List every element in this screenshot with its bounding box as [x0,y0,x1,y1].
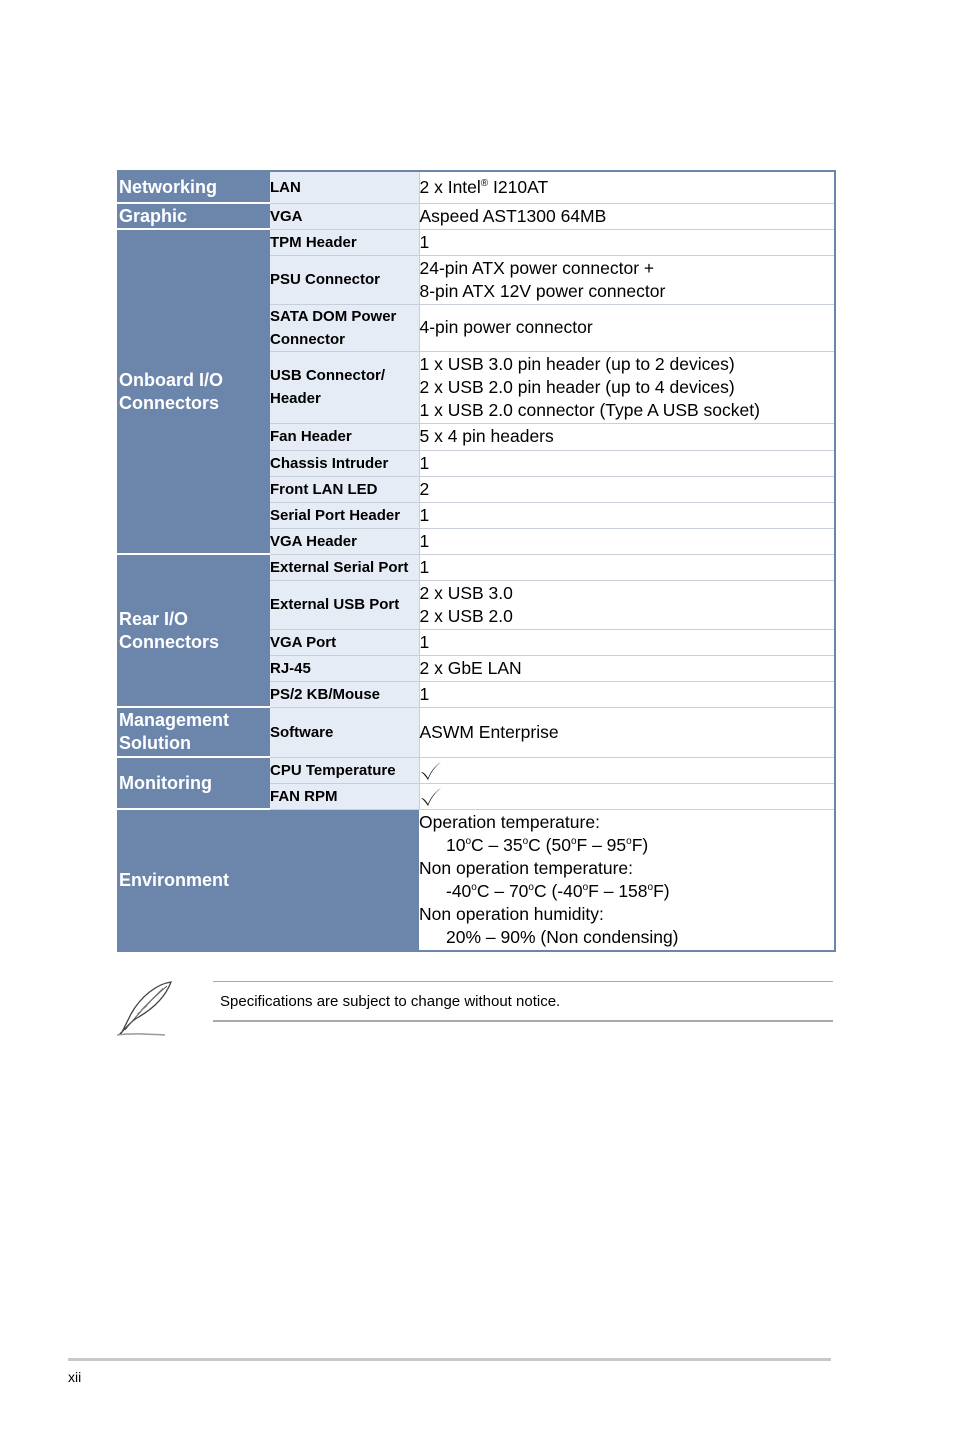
spec-label-front-lan-led: Front LAN LED [270,476,419,502]
spec-value-cpu-temperature [419,757,835,783]
spec-label-rj45: RJ-45 [270,655,419,681]
operation-temperature-range: 10$^o$C – 35$^o$C (50$^o$F – 95$^o$F) [446,834,649,855]
spec-label-usb-connector: USB Connector/ Header [270,351,419,423]
spec-value-lan: 2 x Intel® I210AT [419,171,835,203]
spec-label-chassis-intruder: Chassis Intruder [270,450,419,476]
checkmark-icon [420,761,442,781]
spec-label-vga: VGA [270,203,419,229]
spec-value-vga-header: 1 [419,528,835,554]
feather-pen-icon [117,980,175,1036]
spec-label-external-usb-port: External USB Port [270,580,419,629]
spec-value-external-usb-port: 2 x USB 3.0 2 x USB 2.0 [419,580,835,629]
category-onboard-io: Onboard I/O Connectors [118,229,270,554]
spec-value-usb-connector: 1 x USB 3.0 pin header (up to 2 devices) 2 x USB 2.0 pin header (up to 4 devices) 1 x USB 2.0 connector (Type A USB socket) [419,351,835,423]
spec-value-tpm-header: 1 [419,229,835,255]
spec-label-fan-header: Fan Header [270,423,419,450]
spec-value-vga: Aspeed AST1300 64MB [419,203,835,229]
spec-value-rj45: 2 x GbE LAN [419,655,835,681]
category-environment: Environment [118,809,419,951]
specifications-table [117,170,836,952]
spec-value-ps2: 1 [419,681,835,707]
spec-label-external-serial-port: External Serial Port [270,554,419,580]
spec-label-sata-dom-power: SATA DOM Power Connector [270,304,419,351]
page-number: xii [68,1369,82,1385]
spec-value-fan-rpm [419,783,835,809]
note-callout [117,980,834,1040]
spec-label-cpu-temperature: CPU Temperature [270,757,419,783]
spec-value-fan-header: 5 x 4 pin headers [419,423,835,450]
footer-divider [68,1358,831,1361]
spec-value-sata-dom-power: 4-pin power connector [419,304,835,351]
table-row [118,171,835,203]
table-row [118,229,835,255]
note-text: Specifications are subject to change without notice. [220,993,561,1010]
spec-label-vga-header: VGA Header [270,528,419,554]
non-operation-temperature-range: -40$^o$C – 70$^o$C (-40$^o$F – 158$^o$F) [446,880,670,901]
table-row [118,554,835,580]
spec-value-chassis-intruder: 1 [419,450,835,476]
spec-value-software: ASWM Enterprise [419,707,835,757]
spec-value-front-lan-led: 2 [419,476,835,502]
note-box [213,981,833,1022]
spec-value-external-serial-port: 1 [419,554,835,580]
spec-label-vga-port: VGA Port [270,629,419,655]
spec-value-environment: Operation temperature: 10$^o$C – 35$^o$C (50$^o$F – 95$^o$F) Non operation temperature: -40$^o$C – 70$^o$C (-40$^o$F – 158$^o$F) Non operation humidity: 20% – 90% (Non condensing) [419,809,835,951]
category-graphic: Graphic [118,203,270,229]
table-row [118,809,835,951]
table-row [118,707,835,757]
table-row [118,757,835,783]
spec-value-vga-port: 1 [419,629,835,655]
category-networking: Networking [118,171,270,203]
spec-value-psu-connector: 24-pin ATX power connector + 8-pin ATX 12V power connector [419,255,835,304]
category-rear-io: Rear I/O Connectors [118,554,270,707]
table-row [118,203,835,229]
checkmark-icon [420,787,442,807]
spec-label-fan-rpm: FAN RPM [270,783,419,809]
category-monitoring: Monitoring [118,757,270,809]
spec-label-tpm-header: TPM Header [270,229,419,255]
spec-label-software: Software [270,707,419,757]
spec-label-psu-connector: PSU Connector [270,255,419,304]
spec-label-serial-port-header: Serial Port Header [270,502,419,528]
category-management: Management Solution [118,707,270,757]
spec-label-ps2: PS/2 KB/Mouse [270,681,419,707]
spec-value-serial-port-header: 1 [419,502,835,528]
spec-label-lan: LAN [270,171,419,203]
